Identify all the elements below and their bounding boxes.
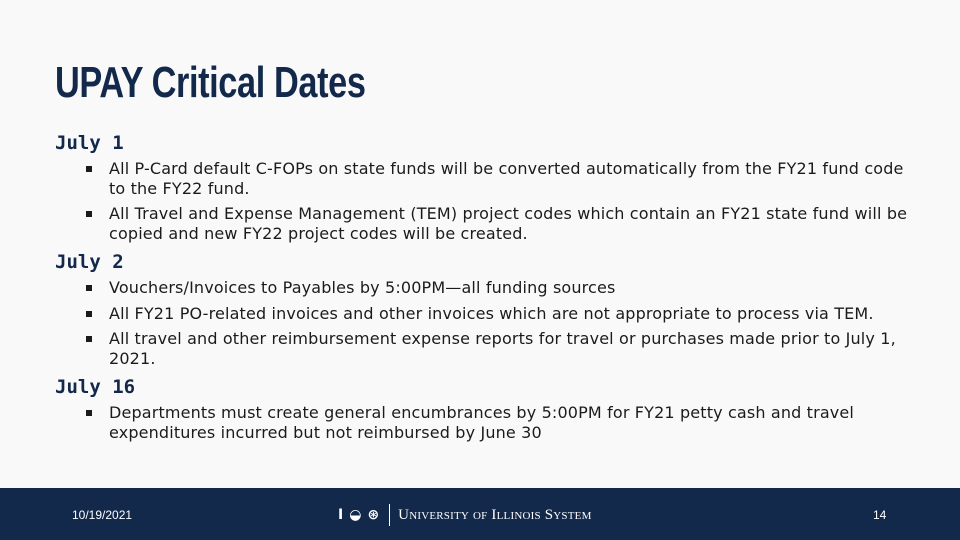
list-item-text: Departments must create general encumbrances by 5:00PM for FY21 petty cash and travel expenditures incurred but not reimbursed by June 30: [109, 403, 854, 442]
list-item: [55, 329, 915, 368]
list-item-text: All travel and other reimbursement expense reports for travel or purchases made prior to July 1, 2021.: [109, 329, 896, 368]
slide-title: UPAY Critical Dates: [55, 58, 366, 107]
logo-divider: [389, 504, 390, 526]
campus-emblem-icon: ⊛: [367, 507, 380, 523]
list-item: [55, 304, 915, 324]
square-bullet-icon: [86, 410, 92, 416]
page-number: 14: [873, 508, 887, 522]
section-heading: July 1: [55, 132, 124, 154]
campus-seal-icon: ◒: [349, 507, 362, 523]
section-july-1: [55, 130, 915, 243]
list-item: [55, 403, 915, 442]
list-item: [55, 278, 915, 298]
organization-name: University of Illinois System: [398, 506, 592, 523]
section-heading: July 2: [55, 251, 124, 273]
list-item-text: All FY21 PO-related invoices and other invoices which are not appropriate to process via TEM.: [109, 303, 874, 323]
list-item: [55, 159, 915, 198]
square-bullet-icon: [86, 336, 92, 342]
section-heading: July 16: [55, 376, 136, 398]
square-bullet-icon: [86, 311, 92, 317]
university-logo: [338, 504, 592, 526]
bullet-list: [55, 159, 915, 243]
block-i-icon: I: [338, 507, 344, 523]
list-item-text: All P-Card default C-FOPs on state funds will be converted automatically from the FY21 fund code to the FY22 fund.: [109, 159, 904, 198]
list-item-text: All Travel and Expense Management (TEM) project codes which contain an FY21 state fund will be copied and new FY22 project codes will be created.: [109, 204, 908, 243]
section-july-2: [55, 249, 915, 368]
bullet-list: [55, 278, 915, 368]
bullet-list: [55, 403, 915, 442]
section-july-16: [55, 374, 915, 442]
square-bullet-icon: [86, 166, 92, 172]
list-item-text: Vouchers/Invoices to Payables by 5:00PM—all funding sources: [109, 278, 616, 297]
square-bullet-icon: [86, 211, 92, 217]
list-item: [55, 204, 915, 243]
footer-date: 10/19/2021: [72, 508, 133, 522]
footer-bar: [0, 488, 960, 540]
square-bullet-icon: [86, 285, 92, 291]
slide-content: [55, 130, 915, 448]
